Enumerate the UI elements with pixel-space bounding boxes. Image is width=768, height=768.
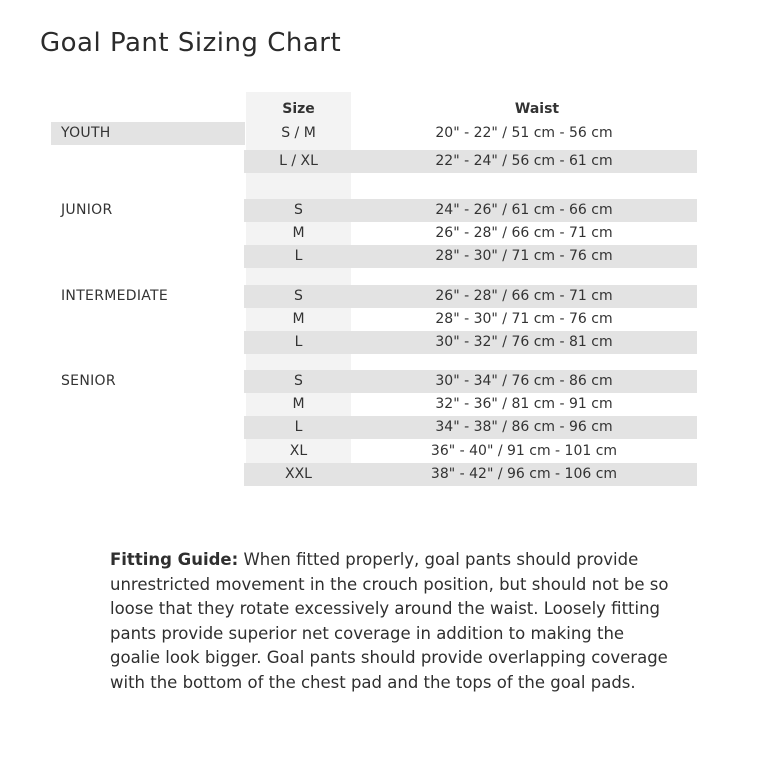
size-cell: S bbox=[294, 202, 303, 218]
table-row bbox=[0, 440, 768, 463]
size-cell: L bbox=[294, 248, 303, 265]
table-row bbox=[0, 285, 768, 308]
size-cell: M bbox=[292, 396, 305, 413]
table-row bbox=[0, 222, 768, 245]
table-row bbox=[0, 122, 768, 145]
table-row bbox=[0, 370, 768, 393]
waist-cell: 22" - 24" / 56 cm - 61 cm bbox=[435, 153, 613, 169]
group-label-junior: JUNIOR bbox=[61, 202, 113, 218]
table-row bbox=[0, 150, 768, 173]
group-label-youth: YOUTH bbox=[51, 122, 245, 145]
size-column-header: Size bbox=[282, 101, 315, 117]
waist-cell: 20" - 22" / 51 cm - 56 cm bbox=[435, 125, 613, 141]
size-cell: XL bbox=[289, 442, 308, 459]
size-cell: L / XL bbox=[279, 153, 318, 169]
table-row bbox=[0, 245, 768, 268]
group-label-intermediate: INTERMEDIATE bbox=[61, 288, 169, 304]
fitting-guide-text: When fitted properly, goal pants should provide unrestricted movement in the crouch position, but should not be so loose that they rotate excessively around the waist. Loosely fitting pants provide superior net coverage in addition to making the goalie look bigger. Goal pants should provide overlapping coverage with the bottom of the chest pad and the tops of the goal pads. bbox=[110, 550, 669, 692]
waist-cell: 38" - 42" / 96 cm - 106 cm bbox=[430, 465, 618, 482]
waist-cell: 30" - 34" / 76 cm - 86 cm bbox=[435, 373, 613, 389]
waist-cell: 36" - 40" / 91 cm - 101 cm bbox=[430, 442, 618, 459]
size-cell: M bbox=[292, 225, 305, 242]
fitting-guide-label: Fitting Guide: bbox=[110, 550, 239, 569]
waist-cell: 28" - 30" / 71 cm - 76 cm bbox=[435, 311, 613, 328]
size-cell: XXL bbox=[285, 465, 312, 482]
size-cell: M bbox=[292, 311, 305, 328]
waist-cell: 32" - 36" / 81 cm - 91 cm bbox=[435, 396, 613, 413]
waist-cell: 24" - 26" / 61 cm - 66 cm bbox=[435, 202, 613, 218]
table-row bbox=[0, 308, 768, 331]
size-cell: S bbox=[294, 288, 303, 304]
size-cell: S bbox=[294, 373, 303, 389]
waist-cell: 26" - 28" / 66 cm - 71 cm bbox=[435, 225, 613, 242]
waist-cell: 26" - 28" / 66 cm - 71 cm bbox=[435, 288, 613, 304]
waist-cell: 34" - 38" / 86 cm - 96 cm bbox=[435, 419, 613, 436]
table-row bbox=[0, 331, 768, 354]
waist-column-header: Waist bbox=[514, 101, 560, 117]
group-label-senior: SENIOR bbox=[61, 373, 116, 389]
table-row bbox=[0, 393, 768, 416]
table-row bbox=[0, 416, 768, 439]
waist-cell: 28" - 30" / 71 cm - 76 cm bbox=[435, 248, 613, 265]
size-cell: L bbox=[294, 419, 303, 436]
size-cell: L bbox=[294, 334, 303, 351]
size-cell: S / M bbox=[281, 125, 316, 141]
page-title: Goal Pant Sizing Chart bbox=[40, 28, 342, 58]
waist-cell: 30" - 32" / 76 cm - 81 cm bbox=[435, 334, 613, 351]
table-row bbox=[0, 199, 768, 222]
table-row bbox=[0, 463, 768, 486]
fitting-guide bbox=[110, 548, 670, 696]
